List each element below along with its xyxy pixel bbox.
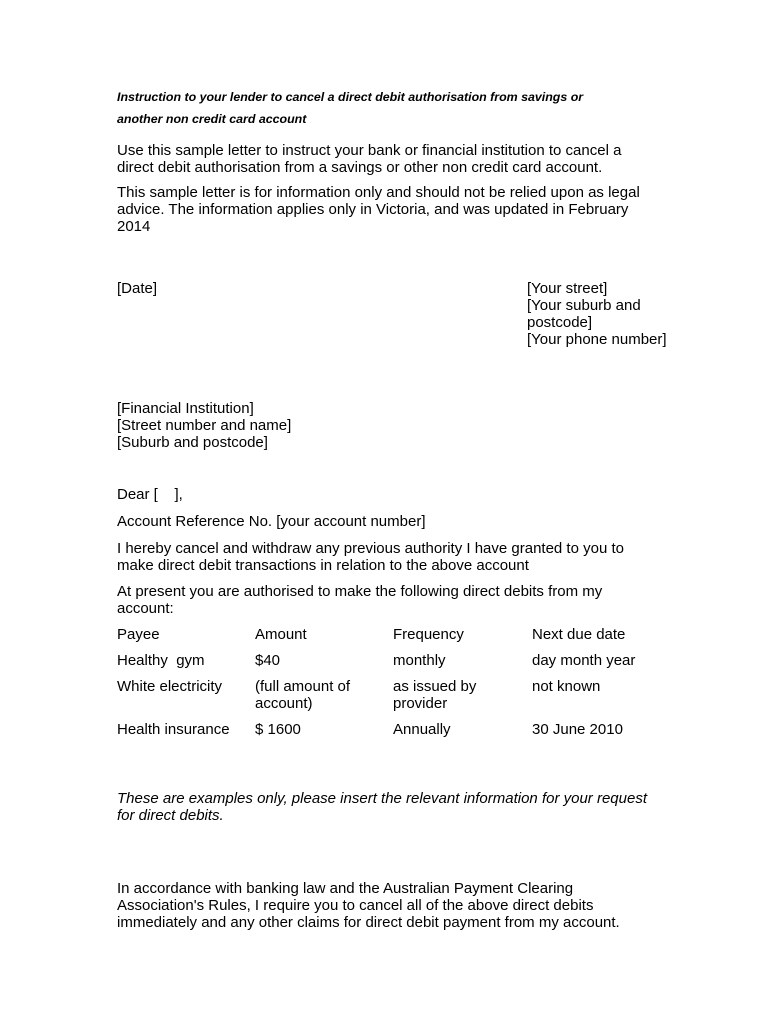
- account-reference: Account Reference No. [your account number]: [117, 513, 426, 530]
- cell-payee: Healthy gym: [117, 652, 205, 669]
- examples-note: These are examples only, please insert the relevant information for your request for direct debits.: [117, 790, 647, 824]
- letter-date: [Date]: [117, 280, 158, 297]
- table-row: [117, 678, 677, 721]
- table-row: [117, 652, 677, 678]
- table-header-row: [117, 626, 677, 652]
- recipient-address: [117, 400, 291, 451]
- direct-debits-table: [117, 626, 677, 747]
- sender-phone: [Your phone number]: [527, 331, 667, 348]
- heading-line-1: Instruction to your lender to cancel a direct debit authorisation from savings or: [117, 90, 584, 104]
- recipient-street: [Street number and name]: [117, 417, 292, 434]
- cell-next-due-date: not known: [532, 678, 601, 695]
- cell-frequency: as issued by provider: [393, 678, 477, 712]
- salutation: Dear [ ],: [117, 486, 183, 503]
- intro-paragraph-2: This sample letter is for information only and should not be relied upon as legal advice. The information applies only in Victoria, and was updated in February 2014: [117, 184, 640, 235]
- header-frequency: Frequency: [393, 626, 464, 643]
- sender-street: [Your street]: [527, 280, 608, 297]
- table-row: [117, 721, 677, 747]
- header-amount: Amount: [255, 626, 307, 643]
- cell-next-due-date: 30 June 2010: [532, 721, 623, 738]
- closing-statement: In accordance with banking law and the Australian Payment Clearing Association's Rules, I require you to cancel all of the above direct debits immediately and any other claims for direct debit payment from my account.: [117, 880, 620, 931]
- present-statement: At present you are authorised to make the following direct debits from my account:: [117, 583, 603, 617]
- header-payee: Payee: [117, 626, 160, 643]
- cancel-statement: I hereby cancel and withdraw any previous authority I have granted to you to make direct debit transactions in relation to the above account: [117, 540, 624, 574]
- header-next-due-date: Next due date: [532, 626, 626, 643]
- document-heading: [117, 86, 677, 130]
- intro-paragraph-1: Use this sample letter to instruct your bank or financial institution to cancel a direct debit authorisation from a savings or other non credit card account.: [117, 142, 622, 176]
- heading-line-2: another non credit card account: [117, 112, 307, 126]
- recipient-suburb: [Suburb and postcode]: [117, 434, 268, 451]
- cell-payee: White electricity: [117, 678, 223, 695]
- cell-payee: Health insurance: [117, 721, 230, 738]
- cell-frequency: monthly: [393, 652, 446, 669]
- cell-amount: $40: [255, 652, 281, 669]
- cell-frequency: Annually: [393, 721, 451, 738]
- sender-address: [527, 280, 697, 348]
- cell-amount: (full amount of account): [255, 678, 351, 712]
- cell-next-due-date: day month year: [532, 652, 636, 669]
- recipient-institution: [Financial Institution]: [117, 400, 254, 417]
- cell-amount: $ 1600: [255, 721, 301, 738]
- sender-suburb: [Your suburb and postcode]: [527, 297, 641, 331]
